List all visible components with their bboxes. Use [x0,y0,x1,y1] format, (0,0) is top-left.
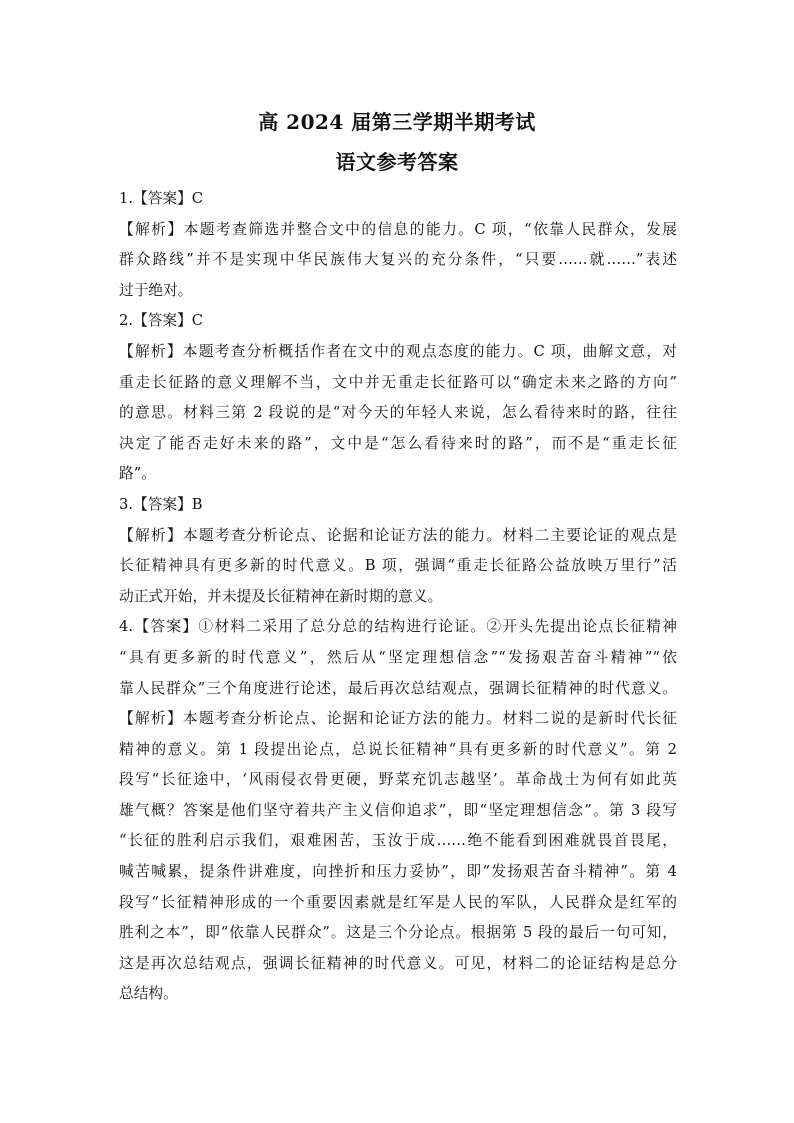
analysis-line: “长征的胜利启示我们，艰难困苦，玉汝于成……绝不能看到困难就畏首畏尾， [119,832,677,850]
answer-heading-4: 4.【答案】①材料二采用了总分总的结构进行论证。②开头先提出论点长征精神 [119,618,677,636]
analysis-line: 群众路线”并不是实现中华民族伟大复兴的充分条件，“只要……就……”表述 [119,251,677,269]
answer-heading-3: 3.【答案】B [119,495,203,513]
analysis-line: 动正式开始，并未提及长征精神在新时期的意义。 [119,587,443,605]
analysis-line: 雄气概？答案是他们坚守着共产主义信仰追求”，即“坚定理想信念”。第 3 段写 [119,801,677,819]
answer-heading-1: 1.【答案】C [119,190,204,207]
page-title: 高 2024 届第三学期半期考试 [258,110,536,134]
analysis-line: 总结构。 [119,985,178,1003]
analysis-line: 【解析】本题考查筛选并整合文中的信息的能力。C 项，“依靠人民群众，发展 [119,220,677,238]
analysis-line: 段写“长征途中，‘风雨侵衣骨更硬，野菜充饥志越坚’。革命战士为何有如此英 [119,771,677,789]
analysis-line: 的意思。材料三第 2 段说的是“对今天的年轻人来说，怎么看待来时的路，往往 [119,404,677,422]
analysis-line: 喊苦喊累，提条件讲难度，向挫折和压力妥协”，即“发扬艰苦奋斗精神”。第 4 [119,863,677,881]
analysis-line: 胜利之本”，即“依靠人民群众”。这是三个分论点。根据第 5 段的最后一句可知， [119,924,677,942]
analysis-line: 过于绝对。 [119,281,193,299]
page-subtitle: 语文参考答案 [335,150,459,174]
analysis-line: 【解析】本题考查分析概括作者在文中的观点态度的能力。C 项，曲解文意，对 [119,342,677,360]
analysis-line: 路”。 [119,465,156,483]
analysis-line: 这是再次总结观点，强调长征精神的时代意义。可见，材料二的论证结构是总分 [119,954,677,972]
analysis-line: 重走长征路的意义理解不当，文中并无重走长征路可以“确定未来之路的方向” [119,373,677,391]
answer-heading-2: 2.【答案】C [119,312,204,330]
analysis-line: 精神的意义。第 1 段提出论点，总说长征精神“具有更多新的时代意义”。第 2 [119,740,677,758]
analysis-line: 段写“长征精神形成的一个重要因素就是红军是人民的军队，人民群众是红军的 [119,893,677,911]
analysis-line: 【解析】本题考查分析论点、论据和论证方法的能力。材料二说的是新时代长征 [119,710,677,728]
analysis-line: 【解析】本题考查分析论点、论据和论证方法的能力。材料二主要论证的观点是 [119,526,677,544]
answer-body [119,184,677,1010]
analysis-line: 决定了能否走好未来的路”，文中是“怎么看待来时的路”，而不是“重走长征 [119,434,677,452]
analysis-line: 长征精神具有更多新的时代意义。B 项，强调“重走长征路公益放映万里行”活 [119,557,677,575]
answer-line: 靠人民群众”三个角度进行论述，最后再次总结观点，强调长征精神的时代意义。 [119,679,677,697]
answer-line: “具有更多新的时代意义”，然后从“坚定理想信念”“发扬艰苦奋斗精神”“依 [119,648,677,666]
